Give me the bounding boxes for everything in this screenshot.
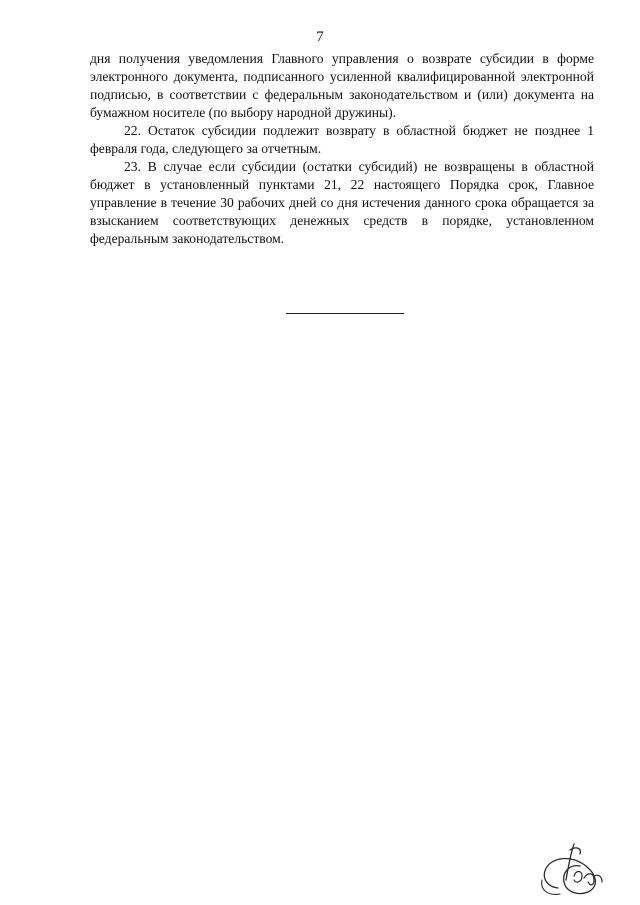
paragraph-22: 22. Остаток субсидии подлежит возврату в областной бюджет не позднее 1 февраля года, следующего за отчетным. xyxy=(90,123,594,156)
paragraph-continuation: дня получения уведомления Главного управления о возврате субсидии в форме электронного документа, подписанного усиленной квалифицированной электронной подписью, в соответствии с федеральным законодательством и (или) документа на бумажном носителе (по выбору народной дружины). xyxy=(90,51,594,120)
document-body xyxy=(90,50,594,248)
end-of-document-rule xyxy=(286,313,404,314)
handwritten-signature-icon xyxy=(536,836,610,898)
paragraph-23: 23. В случае если субсидии (остатки субсидий) не возвращены в областной бюджет в установленный пунктами 21, 22 настоящего Порядка срок, Главное управление в течение 30 рабочих дней со дня истечения данного срока обращается за взысканием соответствующих денежных средств в порядке, установленном федеральным законодательством. xyxy=(90,159,594,246)
page-number: 7 xyxy=(316,29,324,45)
